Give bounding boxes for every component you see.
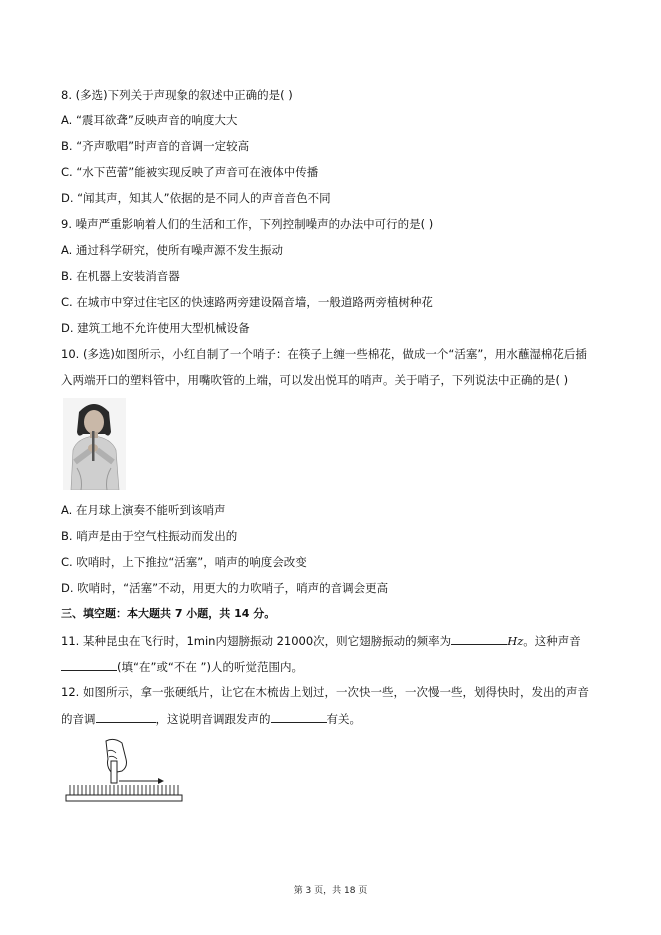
q9-stem: 9. 噪声严重影响着人们的生活和工作，下列控制噪声的办法中可行的是( ) [61,217,434,231]
q12-line2-mid: ，这说明音调跟发声的 [155,712,271,726]
q10-option-a: A. 在月球上演奏不能听到该哨声 [61,503,226,517]
q11-line2-text: (填“在”或“不在 ”)人的听觉范围内。 [117,660,303,674]
section3-title: 三、填空题：本大题共 7 小题，共 14 分。 [61,607,276,620]
q10-option-c: C. 吹哨时，上下推拉“活塞”，哨声的响度会改变 [61,555,307,569]
q10-stem-line1: 10. (多选)如图所示，小红自制了一个哨子：在筷子上缠一些棉花，做成一个“活塞”，用水蘸湿棉花后插 [61,347,587,361]
q11-unit: Hz [507,634,524,648]
q12-line1: 12. 如图所示，拿一张硬纸片，让它在木梳齿上划过，一次快一些，一次慢一些，划得快时，发出的声音 [61,685,589,699]
q10-option-b: B. 哨声是由于空气柱振动而发出的 [61,529,238,543]
q11-line1 [61,632,581,649]
q8-option-a: A. “震耳欲聋”反映声音的响度大大 [61,113,238,127]
q9-option-d: D. 建筑工地不允许使用大型机械设备 [61,321,250,335]
q10-option-d: D. 吹哨时，“活塞”不动，用更大的力吹哨子，哨声的音调会更高 [61,581,389,595]
q12-blank-factor [271,710,327,723]
q10-stem-line2: 入两端开口的塑料管中，用嘴吹管的上端，可以发出悦耳的哨声。关于哨子，下列说法中正确的是( ) [61,373,569,387]
q9-option-c: C. 在城市中穿过住宅区的快速路两旁建设隔音墙，一般道路两旁植树种花 [61,295,433,309]
q8-option-d: D. “闻其声，知其人”依据的是不同人的声音音色不同 [61,191,331,205]
q8-option-b: B. “齐声歌唱”时声音的音调一定较高 [61,139,250,153]
page-footer: 第 3 页，共 18 页 [293,886,368,896]
q12-line2 [61,710,361,727]
comb-and-card-diagram [64,737,184,803]
q11-blank-range [61,658,117,671]
q11-line1-post: 。这种声音 [523,634,581,648]
q9-option-b: B. 在机器上安装消音器 [61,269,180,283]
q9-option-a: A. 通过科学研究，使所有噪声源不发生振动 [61,243,283,257]
girl-with-whistle-photo [63,398,126,490]
q11-line1-text: 11. 某种昆虫在飞行时，1min内翅膀振动 21000次，则它翅膀振动的频率为 [61,634,452,648]
q11-blank-frequency [451,632,507,645]
q12-line2-pre: 的音调 [61,712,96,726]
q11-line2 [61,658,303,675]
q8-option-c: C. “水下芭蕾”能被实现反映了声音可在液体中传播 [61,165,319,179]
q8-stem: 8. (多选)下列关于声现象的叙述中正确的是( ) [61,88,293,102]
q12-blank-pitch [96,710,156,723]
q12-line2-post: 有关。 [326,712,361,726]
